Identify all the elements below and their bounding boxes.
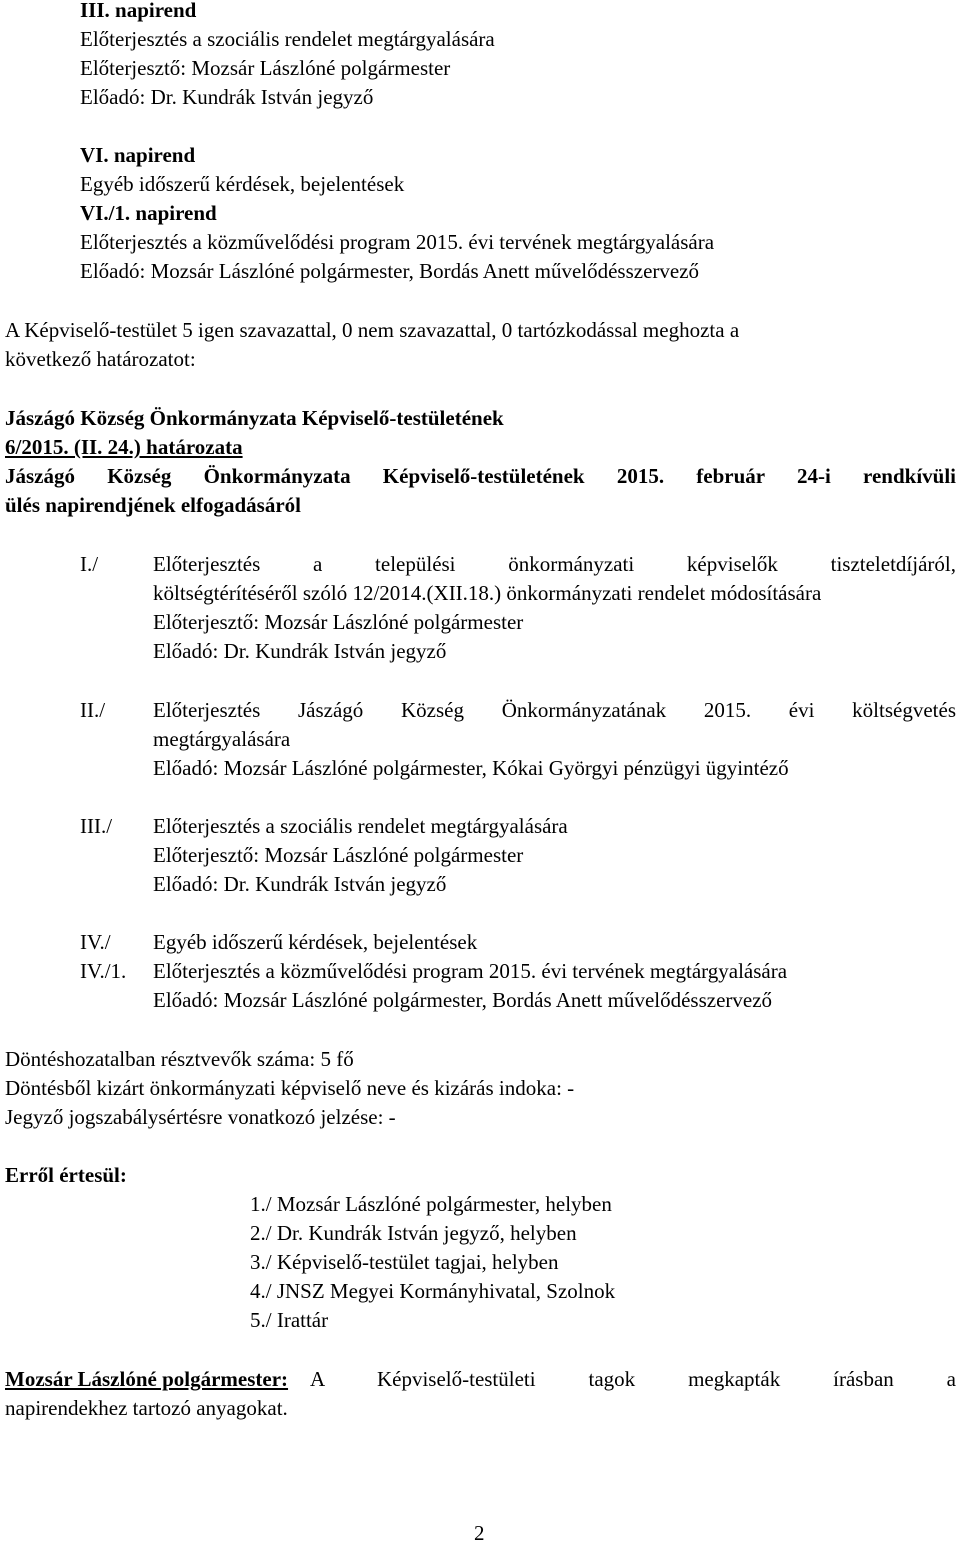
agenda-item-iii-presenter: Előterjesztő: Mozsár Lászlóné polgármester <box>80 56 451 80</box>
agenda-item-vi-title: Egyéb időszerű kérdések, bejelentések <box>80 172 405 196</box>
closing-line-1 <box>5 1365 956 1394</box>
agenda-list-ii-number: II./ <box>80 698 106 722</box>
decision-participants: Döntéshozatalban résztvevők száma: 5 fő <box>5 1047 354 1071</box>
agenda-item-vi-heading: VI. napirend <box>80 143 196 167</box>
closing-speaker: Mozsár Lászlóné polgármester: <box>5 1367 289 1391</box>
notify-item-5: 5./ Irattár <box>250 1308 329 1332</box>
agenda-list-iii-number: III./ <box>80 814 113 838</box>
agenda-list-iv-number: IV./ <box>80 930 111 954</box>
agenda-list-iii-line-1: Előterjesztés a szociális rendelet megtárgyalására <box>153 814 568 838</box>
agenda-list-i-line-2: költségtérítéséről szóló 12/2014.(XII.18.) önkormányzati rendelet módosítására <box>153 581 822 605</box>
agenda-list-iv1-number: IV./1. <box>80 959 127 983</box>
agenda-list-i-number: I./ <box>80 552 99 576</box>
agenda-item-vi1-speaker: Előadó: Mozsár Lászlóné polgármester, Bordás Anett művelődésszervező <box>80 259 700 283</box>
resolution-title-line-2: ülés napirendjének elfogadásáról <box>5 493 301 517</box>
closing-line-1-rest: A Képviselő-testületi tagok megkapták írásban a <box>310 1367 956 1391</box>
agenda-list-i-line-1: Előterjesztés a települési önkormányzati képviselők tiszteletdíjáról, <box>153 552 956 576</box>
notify-item-2: 2./ Dr. Kundrák István jegyző, helyben <box>250 1221 577 1245</box>
decision-excluded: Döntésből kizárt önkormányzati képviselő neve és kizárás indoka: - <box>5 1076 575 1100</box>
decision-notary-note: Jegyző jogszabálysértésre vonatkozó jelzése: - <box>5 1105 396 1129</box>
resolution-body: Jászágó Község Önkormányzata Képviselő-testületének <box>5 406 504 430</box>
notify-item-4: 4./ JNSZ Megyei Kormányhivatal, Szolnok <box>250 1279 616 1303</box>
agenda-list-ii-line-2: megtárgyalására <box>153 727 291 751</box>
agenda-list-iv-line-1: Egyéb időszerű kérdések, bejelentések <box>153 930 478 954</box>
agenda-list-ii-line-1: Előterjesztés Jászágó Község Önkormányzatának 2015. évi költségvetés <box>153 698 956 722</box>
notify-label: Erről értesül: <box>5 1163 127 1187</box>
agenda-item-vi1-title: Előterjesztés a közművelődési program 2015. évi tervének megtárgyalására <box>80 230 715 254</box>
agenda-item-iii-heading: III. napirend <box>80 0 197 22</box>
agenda-list-iii-speaker: Előadó: Dr. Kundrák István jegyző <box>153 872 447 896</box>
agenda-list-i-speaker: Előadó: Dr. Kundrák István jegyző <box>153 639 447 663</box>
agenda-item-iii-speaker: Előadó: Dr. Kundrák István jegyző <box>80 85 374 109</box>
agenda-list-i-presenter: Előterjesztő: Mozsár Lászlóné polgármester <box>153 610 524 634</box>
agenda-item-vi1-heading: VI./1. napirend <box>80 201 217 225</box>
agenda-list-ii-speaker: Előadó: Mozsár Lászlóné polgármester, Kókai Györgyi pénzügyi ügyintéző <box>153 756 789 780</box>
closing-line-2: napirendekhez tartozó anyagokat. <box>5 1396 288 1420</box>
page-number: 2 <box>474 1521 485 1545</box>
agenda-list-iv1-line-1: Előterjesztés a közművelődési program 2015. évi tervének megtárgyalására <box>153 959 788 983</box>
vote-line-2: következő határozatot: <box>5 347 196 371</box>
vote-line-1: A Képviselő-testület 5 igen szavazattal, 0 nem szavazattal, 0 tartózkodással meghozta a <box>5 318 740 342</box>
notify-item-1: 1./ Mozsár Lászlóné polgármester, helyben <box>250 1192 612 1216</box>
agenda-list-iv1-speaker: Előadó: Mozsár Lászlóné polgármester, Bordás Anett művelődésszervező <box>153 988 773 1012</box>
notify-item-3: 3./ Képviselő-testület tagjai, helyben <box>250 1250 559 1274</box>
agenda-list-iii-presenter: Előterjesztő: Mozsár Lászlóné polgármester <box>153 843 524 867</box>
resolution-title-line-1: Jászágó Község Önkormányzata Képviselő-testületének 2015. február 24-i rendkívüli <box>5 464 956 488</box>
resolution-number: 6/2015. (II. 24.) határozata <box>5 435 243 459</box>
agenda-item-iii-title: Előterjesztés a szociális rendelet megtárgyalására <box>80 27 495 51</box>
